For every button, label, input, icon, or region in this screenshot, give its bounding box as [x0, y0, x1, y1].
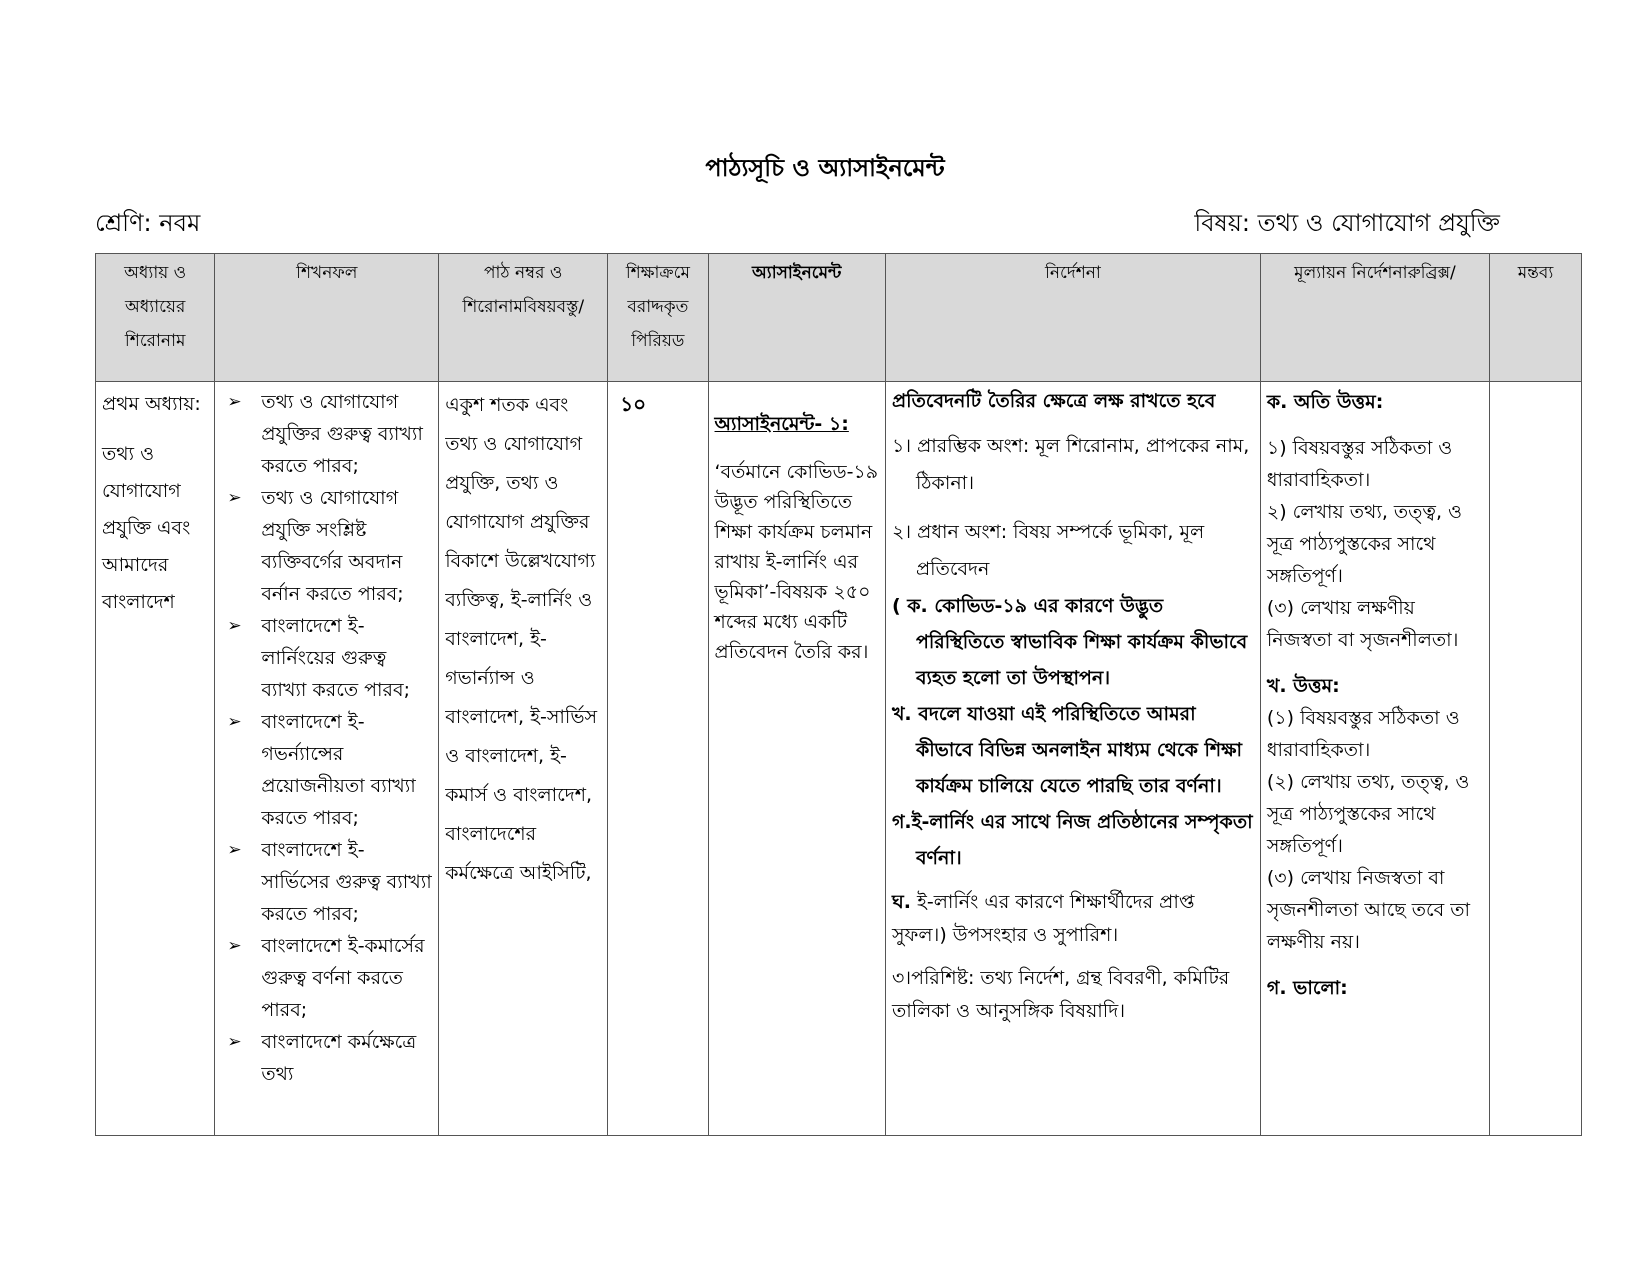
- list-item: ➢ বাংলাদেশে ই-কমার্সের গুরুত্ব বর্ণনা করতে পারব;: [227, 930, 432, 1026]
- header-period: শিক্ষাক্রমে বরাদ্দকৃত পিরিয়ড: [608, 254, 708, 382]
- arrow-bullet-icon: ➢: [227, 616, 242, 636]
- rubric-item: (১) বিষয়বস্তুর সঠিকতা ও ধারাবাহিকতা।: [1266, 707, 1460, 761]
- header-rubric: মূল্যায়ন নির্দেশনারুব্রিক্স/: [1260, 254, 1489, 382]
- list-item: ➢ বাংলাদেশে ই-সার্ভিসের গুরুত্ব ব্যাখ্যা করতে পারব;: [227, 834, 432, 930]
- instruction-item: ( ক. কোভিড-১৯ এর কারণে উদ্ভুত পরিস্থিতিতে স্বাভাবিক শিক্ষা কার্যক্রম কীভাবে ব্যহত হলো তা উপস্থাপন।: [891, 595, 1248, 689]
- arrow-bullet-icon: ➢: [227, 936, 242, 956]
- list-item: ➢ তথ্য ও যোগাযোগ প্রযুক্তির গুরুত্ব ব্যাখ্যা করতে পারব;: [227, 386, 432, 482]
- list-item: ➢ তথ্য ও যোগাযোগ প্রযুক্তি সংশ্লিষ্ট ব্যক্তিবর্গের অবদান বর্নান করতে পারব;: [227, 482, 432, 610]
- arrow-bullet-icon: ➢: [227, 488, 242, 508]
- instruction-item: ২। প্রধান অংশ: বিষয় সম্পর্কে ভূমিকা, মূল প্রতিবেদন: [891, 521, 1205, 580]
- table-row: [96, 382, 1582, 1136]
- header-chapter: অধ্যায় ও অধ্যায়ের শিরোনাম: [96, 254, 215, 382]
- rubric-item: (৩) লেখায় নিজস্বতা বা সৃজনশীলতা আছে তবে তা লক্ষণীয় নয়।: [1266, 867, 1471, 953]
- rubric-item: ২) লেখায় তথ্য, তত্ত্ব, ও সূত্র পাঠ্যপুস্তকের সাথে সঙ্গতিপূর্ণ।: [1266, 501, 1463, 587]
- rubric-item: ১) বিষয়বস্তুর সঠিকতা ও ধারাবাহিকতা।: [1266, 437, 1453, 491]
- arrow-bullet-icon: ➢: [227, 840, 242, 860]
- syllabus-table: [95, 253, 1582, 1136]
- list-item: ➢ বাংলাদেশে ই-গভর্ন্যান্সের প্রয়োজনীয়তা ব্যাখ্যা করতে পারব;: [227, 706, 432, 834]
- arrow-bullet-icon: ➢: [227, 712, 242, 732]
- rubric-item: (২) লেখায় তথ্য, তত্ত্ব, ও সূত্র পাঠ্যপুস্তকের সাথে সঙ্গতিপূর্ণ।: [1266, 771, 1470, 857]
- instruction-item: খ. বদলে যাওয়া এই পরিস্থিতিতে আমরা কীভাবে বিভিন্ন অনলাইন মাধ্যম থেকে শিক্ষা কার্যক্রম চালিয়ে যেতে পারছি তার বর্ণনা।: [891, 703, 1243, 797]
- rubric-item: (৩) লেখায় লক্ষণীয় নিজস্বতা বা সৃজনশীলতা।: [1266, 597, 1459, 651]
- instruction-item: ১। প্রারম্ভিক অংশ: মূল শিরোনাম, প্রাপকের নাম, ঠিকানা।: [891, 435, 1250, 494]
- page-title: পাঠ্যসূচি ও অ্যাসাইনমেন্ট: [705, 154, 945, 182]
- comment-cell: [1490, 382, 1582, 1136]
- header-row: [96, 254, 1582, 382]
- chapter-cell: [96, 382, 215, 1136]
- instruction-item: গ.ই-লার্নিং এর সাথে নিজ প্রতিষ্ঠানের সম্পৃকতা বর্ণনা।: [891, 811, 1253, 869]
- instruction-item: ঘ. ই-লার্নিং এর কারণে শিক্ষার্থীদের প্রাপ্ত সুফল।) উপসংহার ও সুপারিশ।: [891, 891, 1195, 946]
- assignment-cell: [708, 382, 885, 1136]
- instructions-heading: প্রতিবেদনটি তৈরির ক্ষেত্রে লক্ষ রাখতে হবে: [891, 390, 1216, 412]
- outcomes-cell: [215, 382, 439, 1136]
- header-assignment: অ্যাসাইনমেন্ট: [708, 254, 885, 382]
- arrow-bullet-icon: ➢: [227, 392, 242, 412]
- period-cell: ১০: [608, 382, 708, 1136]
- rubric-cell: [1260, 382, 1489, 1136]
- list-item: ➢ বাংলাদেশে কর্মক্ষেত্রে তথ্য: [227, 1026, 432, 1090]
- assignment-body: ‘বর্তমানে কোভিড-১৯ উদ্ভূত পরিস্থিতিতে শিক্ষা কার্যক্রম চলমান রাখায় ই-লার্নিং এর ভূমিকা’-বিষয়ক ২৫০ শব্দের মধ্যে একটি প্রতিবেদন তৈরি কর।: [714, 461, 879, 663]
- instruction-item: ৩।পরিশিষ্ট: তথ্য নির্দেশ, গ্রন্থ বিবরণী, কমিটির তালিকা ও আনুসঙ্গিক বিষয়াদি।: [891, 967, 1230, 1022]
- header-learning-outcomes: শিখনফল: [215, 254, 439, 382]
- subject-label: বিষয়: তথ্য ও যোগাযোগ প্রযুক্তি: [1194, 209, 1500, 237]
- list-item: ➢ বাংলাদেশে ই-লার্নিংয়ের গুরুত্ব ব্যাখ্যা করতে পারব;: [227, 610, 432, 706]
- arrow-bullet-icon: ➢: [227, 1032, 242, 1052]
- assignment-heading: অ্যাসাইনমেন্ট- ১:: [714, 413, 849, 435]
- rubric-heading: গ. ভালো:: [1266, 977, 1348, 999]
- rubric-heading: খ. উত্তম:: [1266, 675, 1340, 697]
- rubric-heading: ক. অতি উত্তম:: [1266, 391, 1384, 413]
- class-label: শ্রেণি: নবম: [95, 209, 201, 237]
- header-lesson-content: পাঠ নম্বর ও শিরোনামবিষয়বস্তু/: [439, 254, 608, 382]
- header-comment: মন্তব্য: [1490, 254, 1582, 382]
- outcomes-list: [221, 386, 432, 1090]
- instructions-cell: [885, 382, 1260, 1136]
- lesson-cell: একুশ শতক এবং তথ্য ও যোগাযোগ প্রযুক্তি, তথ্য ও যোগাযোগ প্রযুক্তির বিকাশে উল্লেখযোগ্য ব্যক্তিত্ব, ই-লার্নিং ও বাংলাদেশ, ই-গভার্ন্যান্স ও বাংলাদেশ, ই-সার্ভিস ও বাংলাদেশ, ই-কমার্স ও বাংলাদেশ, বাংলাদেশের কর্মক্ষেত্রে আইসিটি,: [439, 382, 608, 1136]
- header-instructions: নির্দেশনা: [885, 254, 1260, 382]
- chapter-number: প্রথম অধ্যায়:: [102, 393, 201, 415]
- chapter-title: তথ্য ও যোগাযোগ প্রযুক্তি এবং আমাদের বাংলাদেশ: [102, 443, 191, 613]
